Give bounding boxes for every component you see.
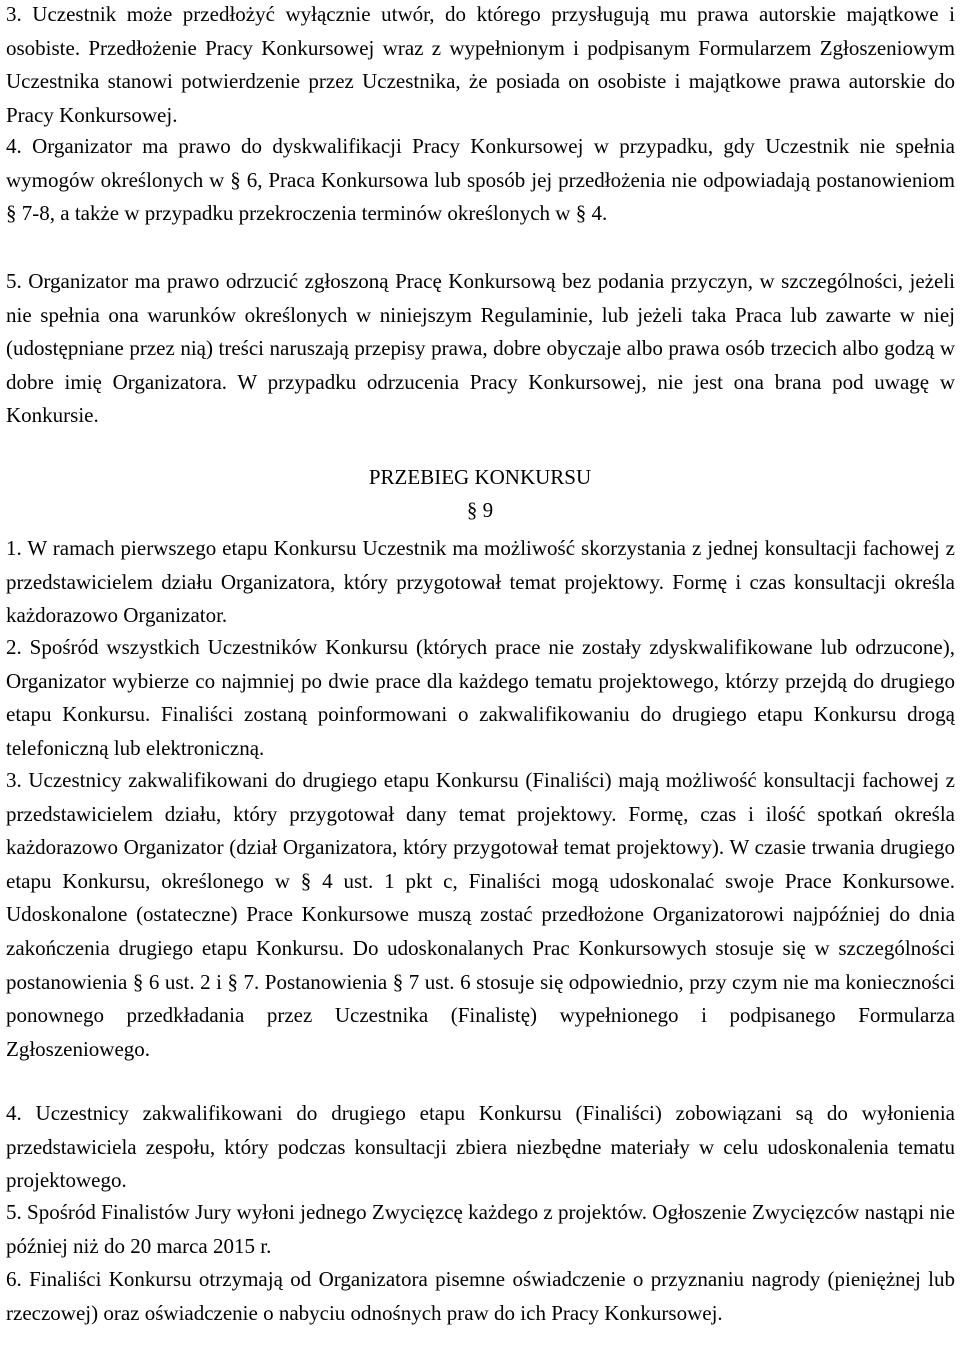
section-9-point-1: 1. W ramach pierwszego etapu Konkursu Uczestnik ma możliwość skorzystania z jednej konsultacji fachowej z przedstawicielem działu Organizatora, który przygotował temat projektowy. Formę i czas konsultacji określa każdorazowo Organizator.	[6, 536, 955, 628]
paragraph-3: 3. Uczestnik może przedłożyć wyłącznie utwór, do którego przysługują mu prawa autorskie majątkowe i osobiste. Przedłożenie Pracy Konkursowej wraz z wypełnionym i podpisanym Formularzem Zgłoszeniowym Uczestnika stanowi potwierdzenie przez Uczestnika, że posiada on osobiste i majątkowe prawa autorskie do Pracy Konkursowej.	[6, 2, 955, 127]
paragraph-4: 4. Organizator ma prawo do dyskwalifikacji Pracy Konkursowej w przypadku, gdy Uczestnik nie spełnia wymogów określonych w § 6, Praca Konkursowa lub sposób jej przedłożenia nie odpowiadają postanowieniom § 7-8, a także w przypadku przekroczenia terminów określonych w § 4.	[6, 134, 955, 226]
section-9-point-4: 4. Uczestnicy zakwalifikowani do drugiego etapu Konkursu (Finaliści) zobowiązani są do wyłonienia przedstawiciela zespołu, który podczas konsultacji zbiera niezbędne materiały w celu udoskonalenia tematu projektowego.	[6, 1101, 955, 1193]
section-9-point-2: 2. Spośród wszystkich Uczestników Konkursu (których prace nie zostały zdyskwalifikowane lub odrzucone), Organizator wybierze co najmniej po dwie prace dla każdego tematu projektowego, którzy przejdą do drugiego etapu Konkursu. Finaliści zostaną poinformowani o zakwalifikowaniu do drugiego etapu Konkursu drogą telefoniczną lub elektroniczną.	[6, 635, 955, 760]
section-heading: PRZEBIEG KONKURSU	[368, 465, 592, 489]
section-number: § 9	[466, 498, 494, 522]
section-9-point-6: 6. Finaliści Konkursu otrzymają od Organizatora pisemne oświadczenie o przyznaniu nagrody (pieniężnej lub rzeczowej) oraz oświadczenie o nabyciu odnośnych praw do ich Pracy Konkursowej.	[6, 1267, 955, 1325]
paragraph-5: 5. Organizator ma prawo odrzucić zgłoszoną Pracę Konkursową bez podania przyczyn, w szczególności, jeżeli nie spełnia ona warunków określonych w niniejszym Regulaminie, lub jeżeli taka Praca lub zawarte w niej (udostępniane przez nią) treści naruszają przepisy prawa, dobre obyczaje albo prawa osób trzecich albo godzą w dobre imię Organizatora. W przypadku odrzucenia Pracy Konkursowej, nie jest ona brana pod uwagę w Konkursie.	[6, 269, 955, 428]
section-9-point-5: 5. Spośród Finalistów Jury wyłoni jednego Zwycięzcę każdego z projektów. Ogłoszenie Zwycięzców nastąpi nie później niż do 20 marca 2015 r.	[6, 1200, 955, 1258]
section-9-point-3: 3. Uczestnicy zakwalifikowani do drugiego etapu Konkursu (Finaliści) mają możliwość konsultacji fachowej z przedstawicielem działu, który przygotował dany temat projektowy. Formę, czas i ilość spotkań określa każdorazowo Organizator (dział Organizatora, który przygotował temat projektowy). W czasie trwania drugiego etapu Konkursu, określonego w § 4 ust. 1 pkt c, Finaliści mogą udoskonalać swoje Prace Konkursowe. Udoskonalone (ostateczne) Prace Konkursowe muszą zostać przedłożone Organizatorowi najpóźniej do dnia zakończenia drugiego etapu Konkursu. Do udoskonalanych Prac Konkursowych stosuje się w szczególności postanowienia § 6 ust. 2 i § 7. Postanowienia § 7 ust. 6 stosuje się odpowiednio, przy czym nie ma konieczności ponownego przedkładania przez Uczestnika (Finalistę) wypełnionego i podpisanego Formularza Zgłoszeniowego.	[6, 768, 955, 1061]
